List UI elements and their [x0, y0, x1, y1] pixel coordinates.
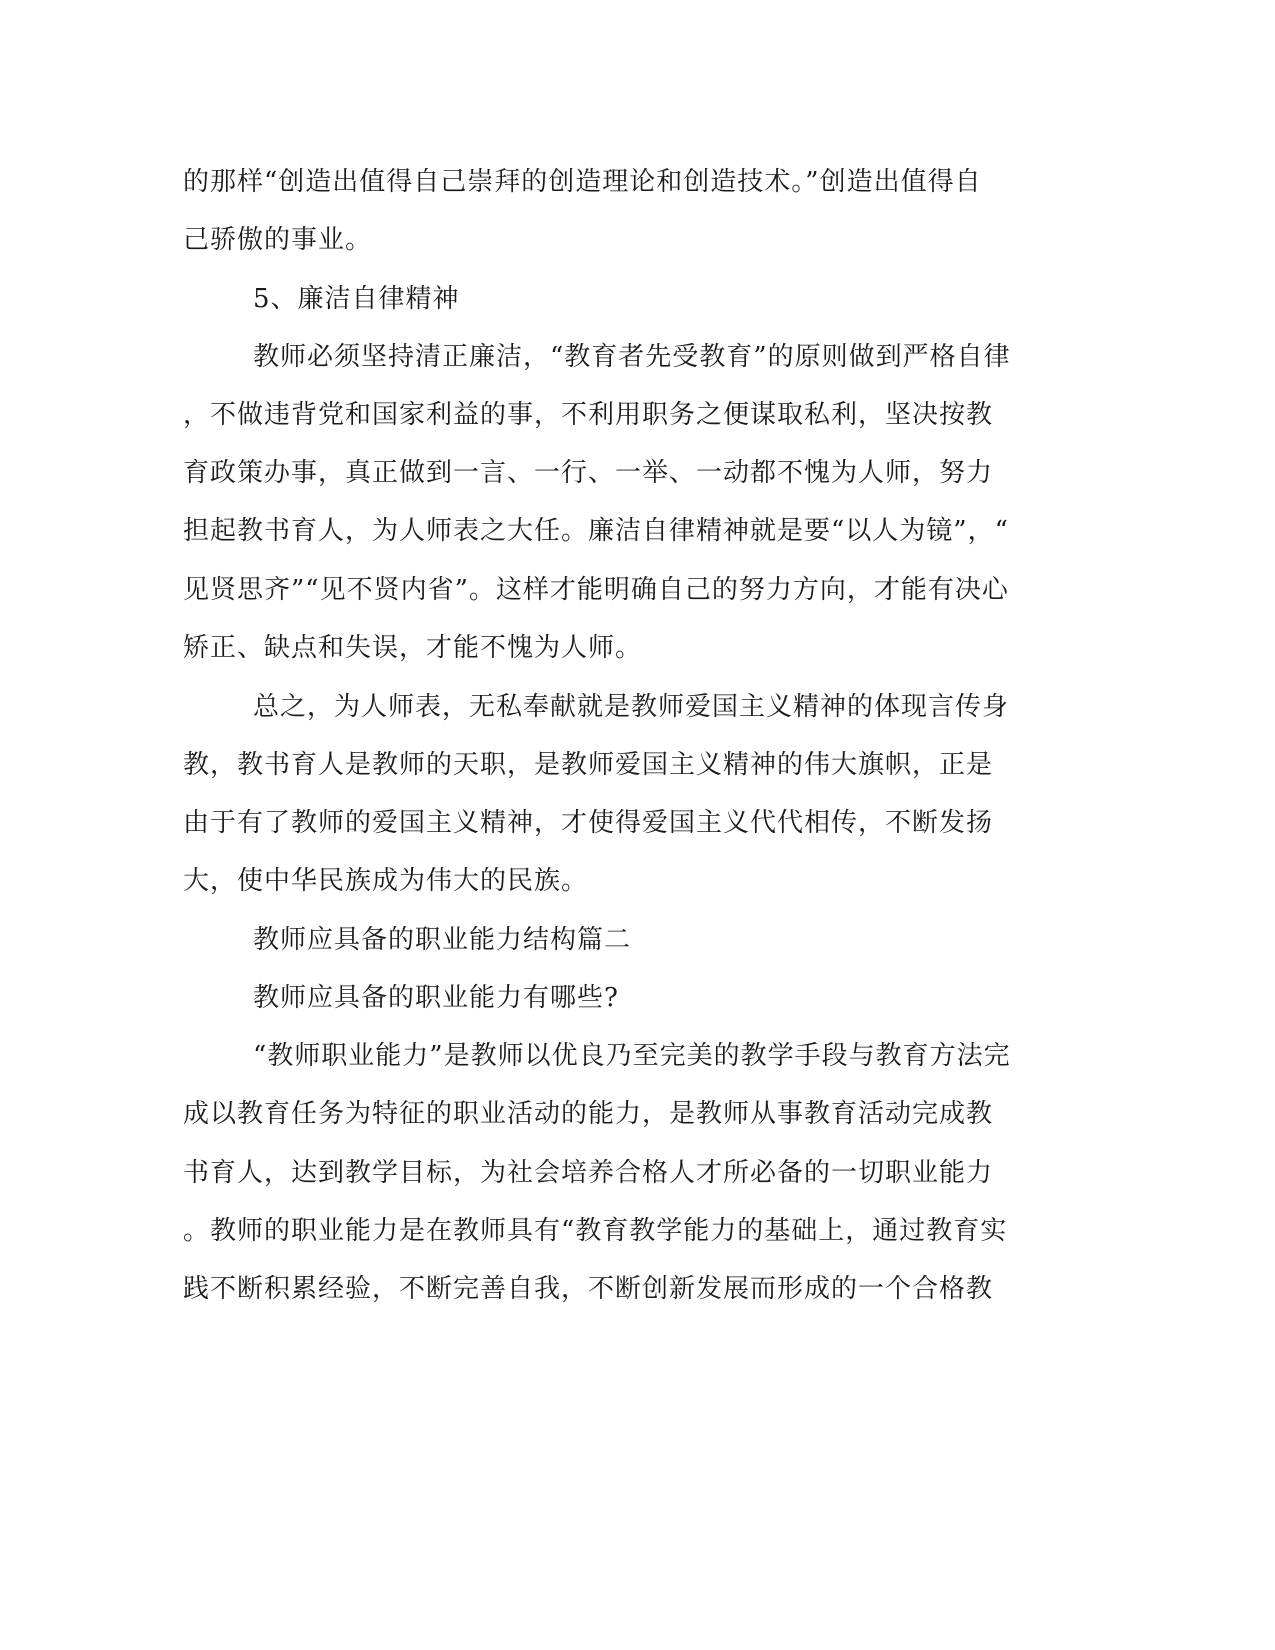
- text-line: 的那样“创造出值得自己崇拜的创造理论和创造技术。”创造出值得自: [183, 167, 982, 197]
- text-line: 矫正、缺点和失误，才能不愧为人师。: [183, 633, 643, 663]
- text-line: 由于有了教师的爱国主义精神，才使得爱国主义代代相传，不断发扬: [183, 808, 994, 838]
- paragraph-first-line: “教师职业能力”是教师以优良乃至完美的教学手段与教育方法完: [253, 1041, 1011, 1071]
- paragraph-first-line: 教师必须坚持清正廉洁，“教育者先受教育”的原则做到严格自律: [253, 342, 1011, 372]
- section-heading: 教师应具备的职业能力结构篇二: [253, 925, 632, 955]
- text-line: 见贤思齐”“见不贤内省”。这样才能明确自己的努力方向，才能有决心: [183, 575, 1009, 605]
- text-line: 育政策办事，真正做到一言、一行、一举、一动都不愧为人师，努力: [183, 458, 994, 488]
- text-line: 成以教育任务为特征的职业活动的能力，是教师从事教育活动完成教: [183, 1099, 994, 1129]
- text-line: 践不断积累经验，不断完善自我，不断创新发展而形成的一个合格教: [183, 1274, 994, 1304]
- text-line: 教，教书育人是教师的天职，是教师爱国主义精神的伟大旗帜，正是: [183, 750, 994, 780]
- question-heading: 教师应具备的职业能力有哪些?: [253, 983, 619, 1013]
- text-line: 己骄傲的事业。: [183, 225, 373, 255]
- section-heading: 5、廉洁自律精神: [253, 284, 460, 314]
- text-line: 书育人，达到教学目标，为社会培养合格人才所必备的一切职业能力: [183, 1158, 994, 1188]
- text-line: 。教师的职业能力是在教师具有“教育教学能力的基础上，通过教育实: [183, 1216, 1008, 1246]
- text-line: ，不做违背党和国家利益的事，不利用职务之便谋取私利，坚决按教: [183, 400, 994, 430]
- text-line: 大，使中华民族成为伟大的民族。: [183, 866, 589, 896]
- text-line: 担起教书育人，为人师表之大任。廉洁自律精神就是要“以人为镜”，“: [183, 516, 1009, 546]
- paragraph-first-line: 总之，为人师表，无私奉献就是教师爱国主义精神的体现言传身: [253, 692, 1010, 722]
